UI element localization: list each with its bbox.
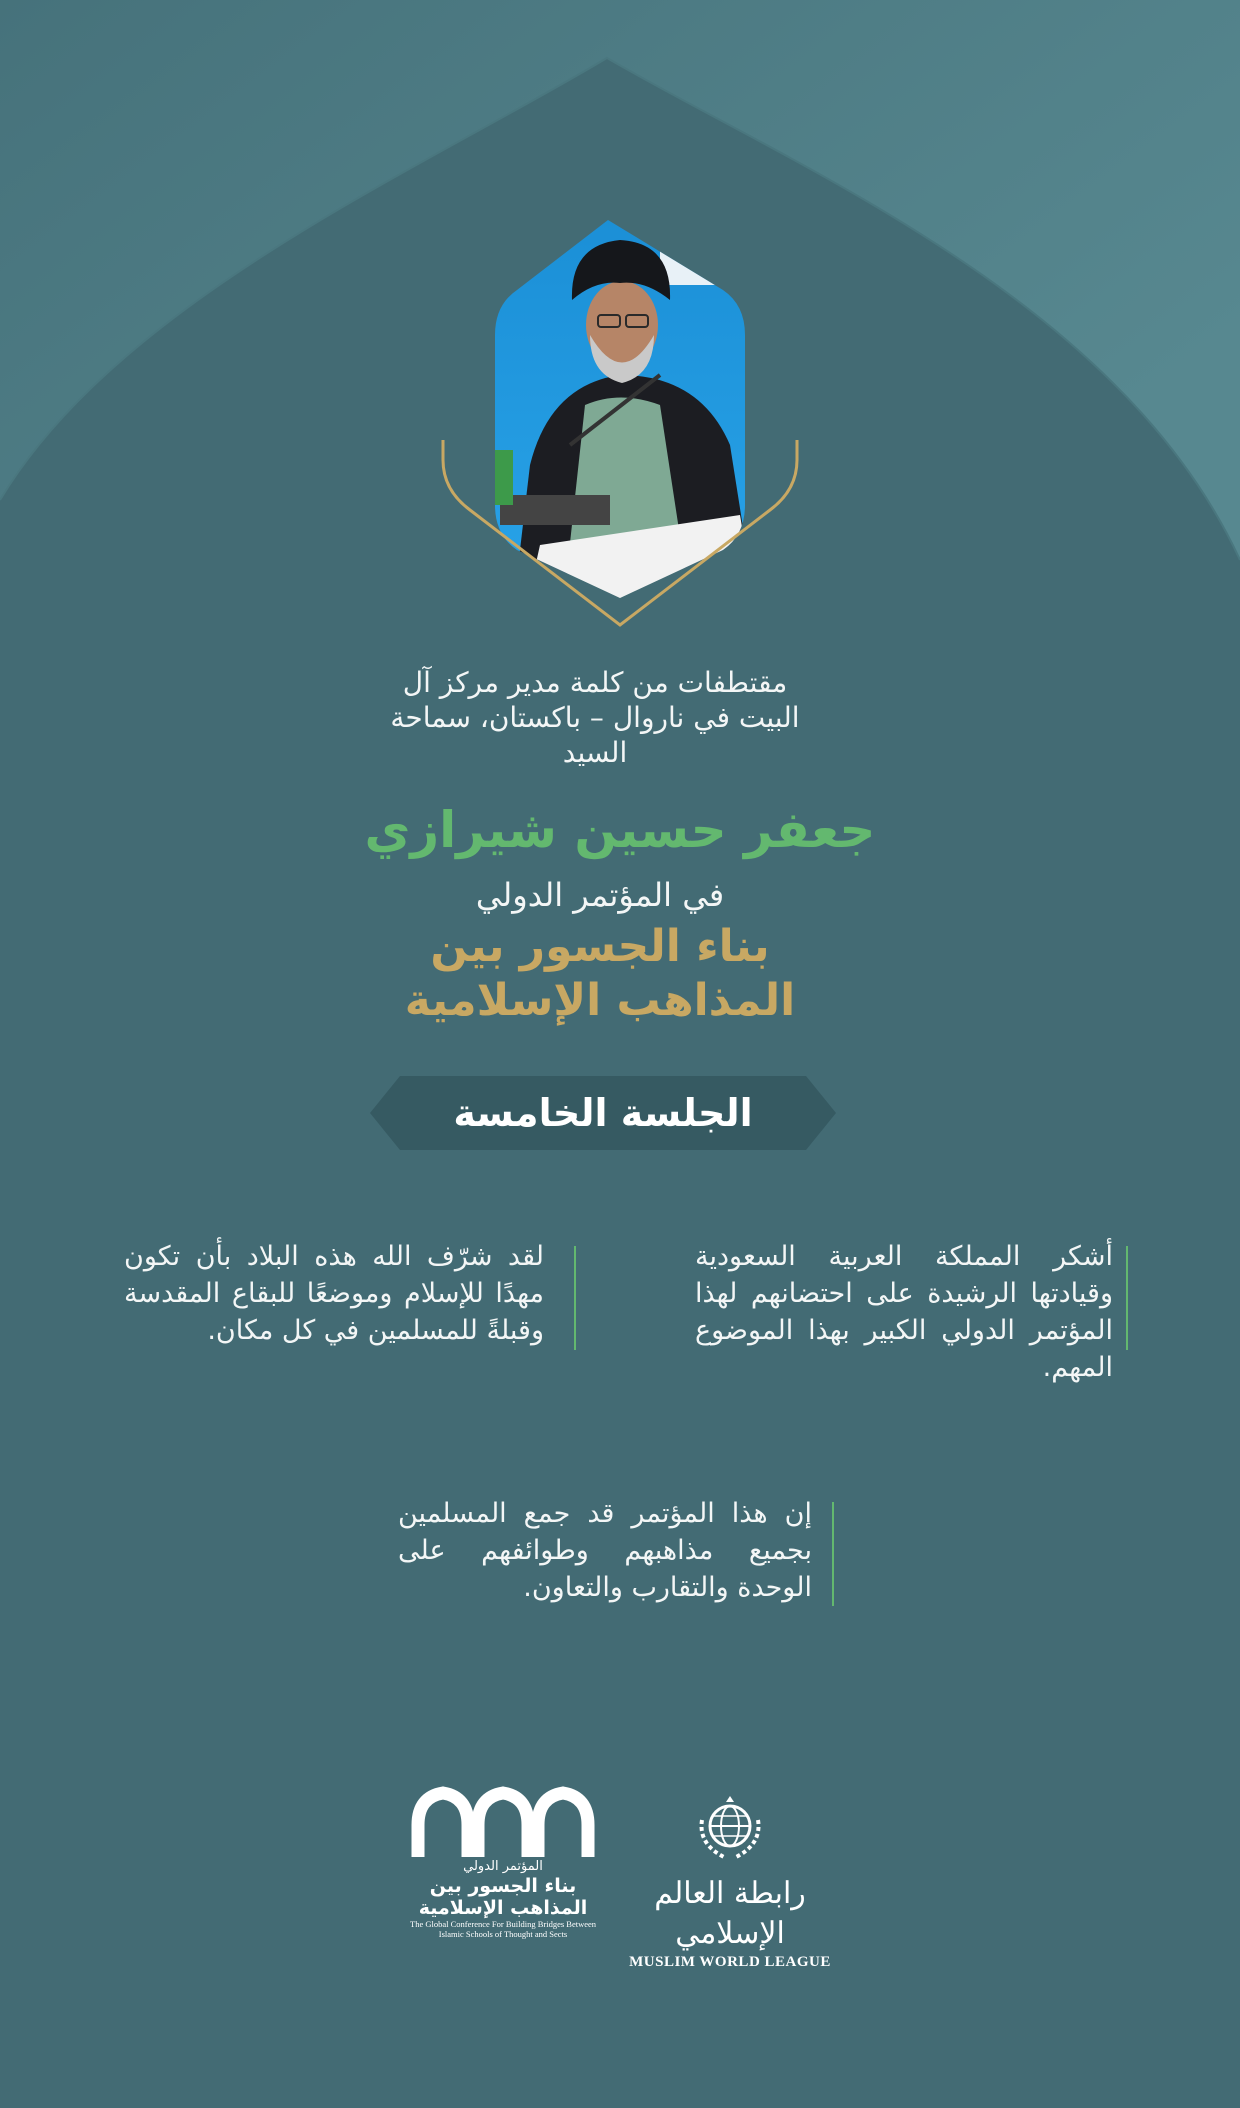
bridges-title-2: المذاهب الإسلامية <box>418 1897 588 1919</box>
globe-emblem-icon <box>690 1790 770 1866</box>
quote-divider <box>832 1502 834 1606</box>
intro-text: مقتطفات من كلمة مدير مركز آل البيت في ناروال – باكستان، سماحة السيد <box>390 666 800 769</box>
mwl-arabic-name: رابطة العالم الإسلامي <box>654 1876 806 1951</box>
arches-icon <box>410 1785 596 1857</box>
quote-divider <box>574 1246 576 1350</box>
speaker-name: جعفر حسين شيرازي <box>364 801 876 859</box>
quote-2: لقد شرّف الله هذه البلاد بأن تكون مهدًا للإسلام وموضعًا للبقاع المقدسة وقبلةً للمسلمين في كل مكان. <box>124 1241 544 1346</box>
speaker-portrait <box>440 215 800 635</box>
conference-name: بناء الجسور بين المذاهب الإسلامية <box>404 921 796 1026</box>
muslim-world-league-logo <box>626 1790 834 1970</box>
bridges-conference-logo <box>410 1785 596 1955</box>
mwl-english-name: MUSLIM WORLD LEAGUE <box>629 1954 831 1970</box>
quote-1: أشكر المملكة العربية السعودية وقيادتها الرشيدة على احتضانهم لهذا المؤتمر الدولي الكبير بهذا الموضوع المهم. <box>695 1241 1113 1383</box>
session-badge <box>370 1076 836 1150</box>
session-label: الجلسة الخامسة <box>453 1091 753 1135</box>
quote-3: إن هذا المؤتمر قد جمع المسلمين بجميع مذاهبهم وطوائفهم على الوحدة والتقارب والتعاون. <box>398 1498 812 1603</box>
bridges-english: The Global Conference For Building Bridges Between Islamic Schools of Thought and Sects <box>410 1919 597 1939</box>
conference-prefix: في المؤتمر الدولي <box>475 876 725 914</box>
bridges-prefix: المؤتمر الدولي <box>463 1859 543 1874</box>
bridges-title-1: بناء الجسور بين <box>429 1875 577 1897</box>
quote-divider <box>1126 1246 1128 1350</box>
